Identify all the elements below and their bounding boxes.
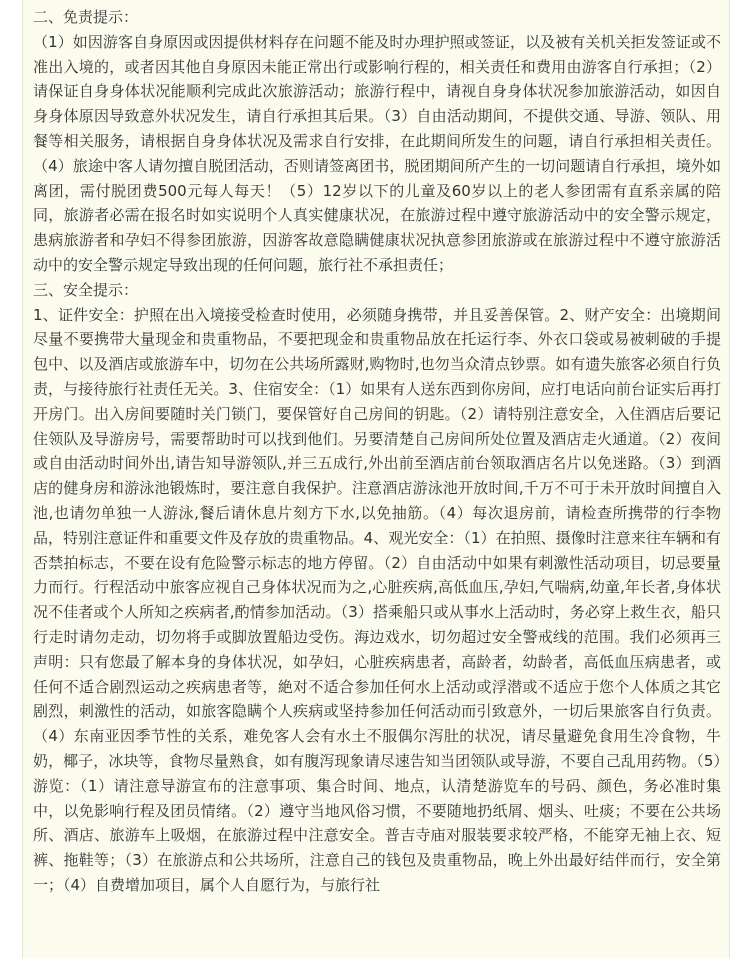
disclaimer-paragraph: （1）如因游客自身原因或因提供材料存在问题不能及时办理护照或签证，以及被有关机关拒发签证或不准出入境的，或者因其他自身原因未能正常出行或影响行程的，相关责任和费用由游客自行承担；（2）请保证自身身体状况能顺利完成此次旅游活动；旅游行程中，请视自身身体状况参加旅游活动，如因自身身体原因导致意外状况发生，请自行承担其后果。（3）自由活动期间，不提供交通、导游、领队、用餐等相关服务，请根据自身身体状况及需求自行安排，在此期间所发生的问题，请自行承担相关责任。（4）旅途中客人请勿擅自脱团活动，否则请签离团书，脱团期间所产生的一切问题请自行承担，境外如离团，需付脱团费500元每人每天！（5）12岁以下的儿童及60岁以上的老人参团需有直系亲属的陪同，旅游者必需在报名时如实说明个人真实健康状况，在旅游过程中遵守旅游活动中的安全警示规定，患病旅游者和孕妇不得参团旅游，因游客故意隐瞒健康状况执意参团旅游或在旅游过程中不遵守旅游活动中的安全警示规定导致出现的任何问题，旅行社不承担责任；: [33, 32, 721, 274]
article-body: [23, 0, 729, 898]
disclaimer-heading: 二、免责提示：: [33, 8, 139, 26]
content-panel: [22, 0, 730, 958]
safety-heading: 三、安全提示：: [33, 280, 139, 299]
safety-paragraph: 1、证件安全：护照在出入境接受检查时使用，必须随身携带，并且妥善保管。2、财产安全：出境期间尽量不要携带大量现金和贵重物品，不要把现金和贵重物品放在托运行李、外衣口袋或易被刺破的手提包中、以及酒店或旅游车中，切勿在公共场所露财,购物时,也勿当众清点钞票。如有遗失旅客必须自行负责，与接待旅行社责任无关。3、住宿安全：（1）如果有人送东西到你房间，应打电话向前台证实后再打开房门。出入房间要随时关门锁门，要保管好自己房间的钥匙。（2）请特别注意安全，入住酒店后要记住领队及导游房号，需要帮助时可以找到他们。另要清楚自己房间所处位置及酒店走火通道。（2）夜间或自由活动时间外出,请告知导游领队,并三五成行,外出前至酒店前台领取酒店名片以免迷路。（3）到酒店的健身房和游泳池锻炼时，要注意自我保护。注意酒店游泳池开放时间,千万不可于未开放时间擅自入池,也请勿单独一人游泳,餐后请休息片刻方下水,以免抽筋。（4）每次退房前，请检查所携带的行李物品，特别注意证件和重要文件及存放的贵重物品。4、观光安全：（1）在拍照、摄像时注意来往车辆和有否禁拍标志，不要在设有危险警示标志的地方停留。（2）自由活动中如果有刺激性活动项目，切忌要量力而行。行程活动中旅客应视自己身体状况而为之,心脏疾病,高低血压,孕妇,气喘病,幼童,年长者,身体状况不佳者或个人所知之疾病者,酌情参加活动。（3）搭乘船只或从事水上活动时，务必穿上救生衣，船只行走时请勿走动，切勿将手或脚放置船边受伤。海边戏水，切勿超过安全警戒线的范围。我们必须再三声明：只有您最了解本身的身体状况，如孕妇，心脏疾病患者，高龄者，幼龄者，高低血压病患者，或任何不适合剧烈运动之疾病患者等，絶对不适合参加任何水上活动或浮潜或不适应于您个人体质之其它剧烈，刺激性的活动，如旅客隐瞒个人疾病或坚持参加任何活动而引致意外，一切后果旅客自行负责。（4）东南亚因季节性的关系，难免客人会有水土不服偶尔泻肚的状况，请尽量避免食用生冷食物，牛奶，椰子，冰块等，食物尽量熟食，如有腹泻现象请尽速告知当团领队或导游，不要自己乱用药物。（5）游览：（1）请注意导游宣布的注意事项、集合时间、地点，认清楚游览车的号码、颜色，务必准时集中，以免影响行程及团员情绪。（2）遵守当地风俗习惯，不要随地扔纸屑、烟头、吐痰；不要在公共场所、酒店、旅游车上吸烟，在旅游过程中注意安全。普吉寺庙对服装要求较严格，不能穿无袖上衣、短裤、拖鞋等；（3）在旅游点和公共场所，注意自己的钱包及贵重物品，晚上外出最好结伴而行，安全第一；（4）自费增加项目，属个人自愿行为，与旅行社: [33, 305, 721, 894]
